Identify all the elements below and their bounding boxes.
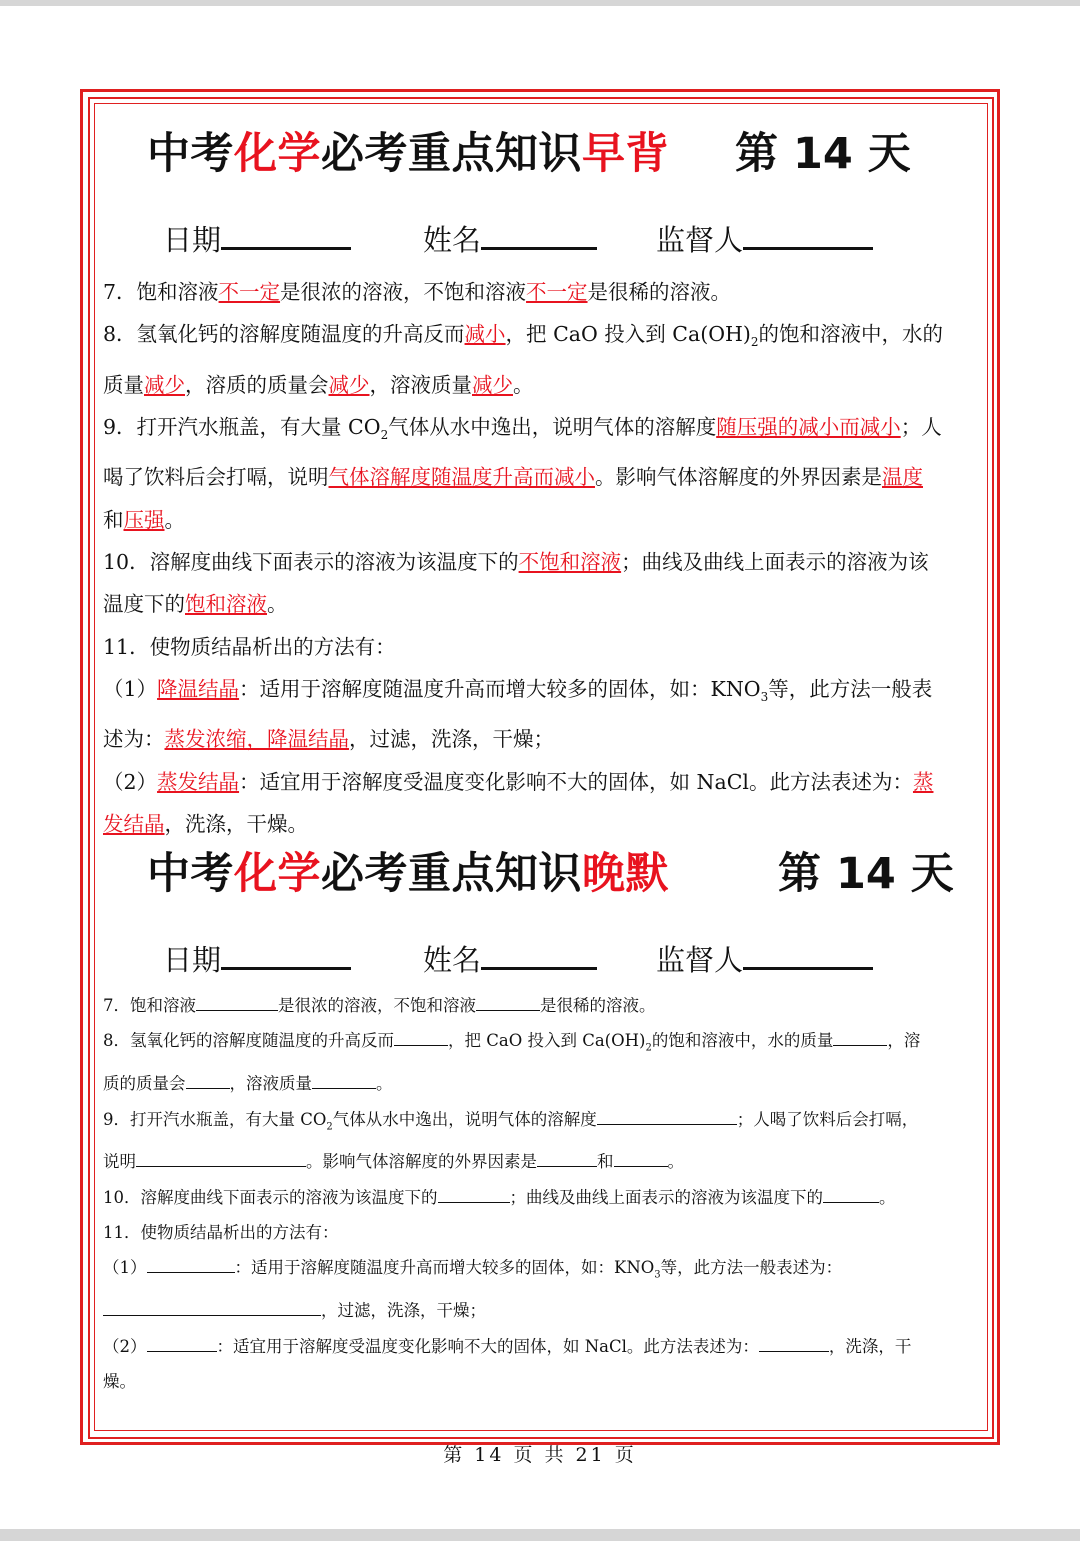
subscript: 2 (750, 335, 759, 350)
fill-blank[interactable] (438, 1188, 510, 1203)
text: 。 (376, 1074, 393, 1094)
text: ，把 CaO 投入到 Ca(OH) (448, 1031, 646, 1051)
morning-line-9 (103, 406, 981, 456)
text: （1） (103, 676, 158, 701)
text: ；曲线及曲线上面表示的溶液为该温度下的 (509, 1187, 823, 1207)
text: 说明 (103, 1152, 136, 1172)
text: ，过滤，洗涤，干燥； (349, 727, 554, 752)
evening-line-11-2 (103, 1329, 981, 1364)
answer: 蒸 (912, 769, 934, 794)
evening-line-7 (103, 988, 981, 1023)
name-label: 姓名 (423, 223, 482, 257)
fill-blank[interactable] (614, 1152, 668, 1167)
text: 和 (103, 507, 124, 532)
text: 喝了饮料后会打嗝，说明 (103, 465, 329, 490)
subscript: 3 (760, 689, 769, 704)
morning-line-8 (103, 313, 981, 363)
answer: 减少 (328, 372, 370, 397)
answer: 减小 (464, 322, 506, 347)
answer: 饱和溶液 (185, 592, 267, 617)
text: 8．氢氧化钙的溶解度随温度的升高反而 (103, 1031, 394, 1051)
text: 。 (267, 592, 288, 617)
title-part-chemistry: 化学 (234, 849, 321, 899)
fill-blank[interactable] (147, 1337, 217, 1352)
title-part: 必考重点知识 (321, 849, 582, 899)
subscript: 3 (654, 1269, 661, 1281)
fill-blank[interactable] (597, 1110, 737, 1125)
supervisor-blank (743, 941, 873, 970)
morning-line-11-1 (103, 668, 981, 718)
date-blank (221, 941, 351, 970)
subscript: 2 (645, 1042, 652, 1054)
title-part-morning: 早背 (582, 129, 669, 179)
text: 质的质量会 (103, 1074, 186, 1094)
title-part: 必考重点知识 (321, 129, 582, 179)
text: 和 (597, 1152, 614, 1172)
text: 10．溶解度曲线下面表示的溶液为该温度下的 (103, 549, 519, 574)
text: （1） (103, 1258, 147, 1278)
evening-line-11-1 (103, 1250, 981, 1293)
answer: 降温结晶 (157, 676, 240, 701)
text: ；人 (900, 414, 942, 439)
bottom-gray-bar (0, 1529, 1080, 1541)
fill-blank[interactable] (394, 1031, 448, 1046)
answer: 不饱和溶液 (518, 549, 622, 574)
date-label: 日期 (163, 943, 222, 977)
text: 。影响气体溶解度的外界因素是 (595, 465, 882, 490)
text: 是很稀的溶液。 (587, 280, 732, 304)
text: ，洗涤，干 (828, 1336, 912, 1356)
evening-line-10 (103, 1180, 981, 1215)
supervisor-label: 监督人 (656, 943, 744, 977)
answer: 减少 (472, 372, 513, 397)
text: ，溶 (887, 1031, 921, 1051)
answer: 压强 (123, 507, 165, 532)
morning-line-7 (103, 271, 981, 313)
morning-supervisor-field (656, 218, 873, 259)
text: 等，此方法一般表述为： (660, 1258, 843, 1278)
morning-line-10 (103, 541, 981, 583)
text: ，溶质的质量会 (185, 372, 329, 397)
answer: 气体溶解度随温度升高而减小 (328, 465, 595, 490)
text: 9．打开汽水瓶盖，有大量 CO (103, 1109, 327, 1129)
fill-blank[interactable] (186, 1074, 230, 1089)
fill-blank[interactable] (103, 1301, 321, 1316)
evening-line-9 (103, 1102, 981, 1145)
text: 9．打开汽水瓶盖，有大量 CO (103, 414, 381, 439)
text: ：适宜用于溶解度受温度变化影响不大的固体，如 NaCl。此方法表述为： (216, 1336, 759, 1356)
text: 气体从水中逸出，说明气体的溶解度 (388, 414, 717, 439)
morning-line-9b (103, 456, 981, 498)
evening-line-8 (103, 1023, 981, 1066)
text: ，把 CaO 投入到 Ca(OH) (505, 322, 751, 347)
fill-blank[interactable] (537, 1152, 597, 1167)
answer: 减少 (144, 372, 185, 397)
title-part-chemistry: 化学 (234, 129, 321, 179)
evening-title (147, 840, 669, 901)
fill-blank[interactable] (833, 1031, 887, 1046)
evening-day-label: 第 14 天 (778, 849, 954, 899)
morning-line-10b (103, 583, 981, 625)
text: 。影响气体溶解度的外界因素是 (306, 1152, 537, 1172)
evening-line-8b (103, 1066, 981, 1101)
answer: 蒸发结晶 (157, 769, 240, 794)
morning-content (103, 271, 981, 845)
text: 8．氢氧化钙的溶解度随温度的升高反而 (103, 322, 465, 347)
text: ：适用于溶解度随温度升高而增大较多的固体，如：KNO (239, 676, 761, 701)
evening-name-field (423, 938, 597, 979)
morning-line-11: 11．使物质结晶析出的方法有： (103, 634, 396, 659)
name-blank (481, 221, 597, 250)
supervisor-label: 监督人 (656, 223, 744, 257)
page-number-footer: 第 14 页 共 21 页 (443, 1444, 637, 1466)
morning-day-label: 第 14 天 (735, 129, 911, 179)
text: 的饱和溶液中，水的 (758, 322, 944, 347)
text: ；曲线及曲线上面表示的溶液为该 (621, 549, 929, 574)
morning-title (147, 120, 669, 181)
subscript: 2 (326, 1120, 333, 1132)
evening-line-11-1b (103, 1293, 981, 1328)
text: ，过滤，洗涤，干燥； (321, 1301, 486, 1321)
fill-blank[interactable] (476, 996, 540, 1011)
text: 质量 (103, 372, 144, 397)
name-blank (481, 941, 597, 970)
name-label: 姓名 (423, 943, 482, 977)
morning-line-8b (103, 364, 981, 406)
text: ，洗涤，干燥。 (164, 811, 308, 836)
morning-line-9c (103, 499, 981, 541)
title-part-evening: 晚默 (582, 849, 669, 899)
date-blank (221, 221, 351, 250)
morning-name-field (423, 218, 597, 259)
answer: 不一定 (526, 280, 588, 304)
text: 。 (879, 1187, 896, 1207)
evening-line-11-2b: 燥。 (103, 1371, 136, 1391)
evening-supervisor-field (656, 938, 873, 979)
answer: 蒸发浓缩，降温结晶 (164, 727, 349, 752)
text: （2） (103, 1336, 147, 1356)
answer: 温度 (882, 465, 923, 490)
fill-blank[interactable] (759, 1337, 829, 1352)
fill-blank[interactable] (147, 1258, 235, 1273)
evening-date-field (163, 938, 351, 979)
fill-blank[interactable] (312, 1074, 376, 1089)
answer: 随压强的减小而减小 (716, 414, 901, 439)
text: 。 (667, 1152, 684, 1172)
text: 是很浓的溶液，不饱和溶液 (278, 996, 476, 1015)
morning-line-11-1b (103, 718, 981, 760)
date-label: 日期 (163, 223, 222, 257)
text: 等，此方法一般表 (768, 676, 933, 701)
supervisor-blank (743, 221, 873, 250)
text: 。 (513, 372, 534, 397)
text: ，溶液质量 (369, 372, 472, 397)
title-part: 中考 (147, 849, 234, 899)
morning-line-11-2b (103, 803, 981, 845)
evening-content (103, 988, 981, 1399)
evening-line-11: 11．使物质结晶析出的方法有： (103, 1223, 339, 1243)
text: 的饱和溶液中，水的质量 (651, 1031, 834, 1051)
text: 10．溶解度曲线下面表示的溶液为该温度下的 (103, 1187, 438, 1207)
title-part: 中考 (147, 129, 234, 179)
text: 温度下的 (103, 592, 185, 617)
text: 7．饱和溶液 (103, 280, 219, 304)
answer: 不一定 (218, 280, 281, 304)
text: ：适宜用于溶解度受温度变化影响不大的固体，如 NaCl。此方法表述为： (239, 769, 913, 794)
fill-blank[interactable] (823, 1188, 879, 1203)
text: 。 (164, 507, 185, 532)
text: 是很浓的溶液，不饱和溶液 (280, 280, 527, 304)
text: （2） (103, 769, 158, 794)
answer: 发结晶 (103, 811, 165, 836)
text: ，溶液质量 (229, 1074, 312, 1094)
evening-line-9b (103, 1144, 981, 1179)
text: ；人喝了饮料后会打嗝， (736, 1109, 919, 1129)
text: 7．饱和溶液 (103, 996, 196, 1015)
text: 述为： (103, 727, 165, 752)
morning-line-11-2 (103, 761, 981, 803)
text: 气体从水中逸出，说明气体的溶解度 (332, 1109, 597, 1129)
text: 是很稀的溶液。 (540, 996, 656, 1015)
subscript: 2 (380, 428, 389, 443)
fill-blank[interactable] (136, 1152, 306, 1167)
fill-blank[interactable] (196, 996, 278, 1011)
morning-date-field (163, 218, 351, 259)
text: ：适用于溶解度随温度升高而增大较多的固体，如：KNO (234, 1258, 655, 1278)
top-gray-bar (0, 0, 1080, 6)
